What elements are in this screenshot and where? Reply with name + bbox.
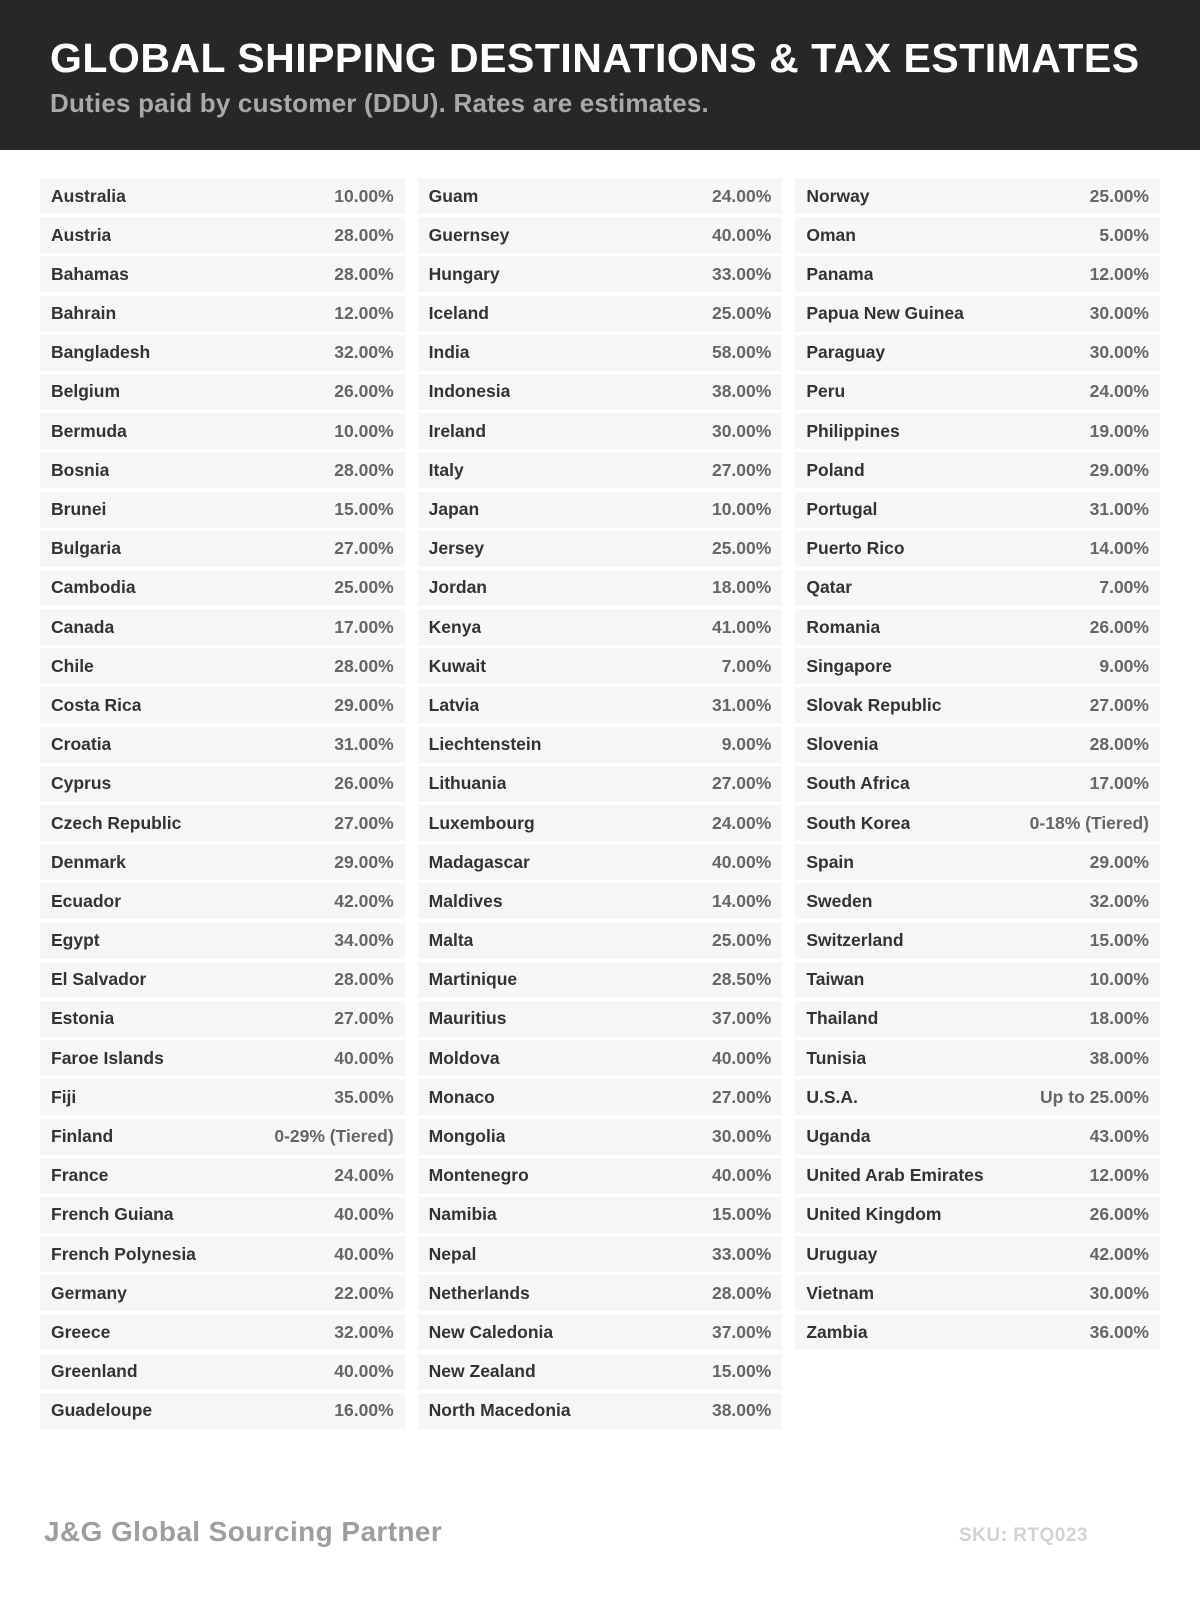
tax-rate: 28.00% xyxy=(334,969,394,990)
country-name: Brunei xyxy=(51,499,107,519)
country-name: Monaco xyxy=(428,1086,495,1107)
country-name: Japan xyxy=(428,499,480,519)
tax-rate: 29.00% xyxy=(334,694,394,715)
rate-row xyxy=(795,1079,1160,1115)
country-name: Thailand xyxy=(806,1008,879,1029)
tax-rate: 27.00% xyxy=(711,459,772,480)
country-name: Costa Rica xyxy=(51,694,142,715)
brand-name: J&G Global Sourcing Partner xyxy=(44,1516,443,1547)
rate-row xyxy=(795,648,1160,684)
tax-rate: 15.00% xyxy=(711,1204,772,1225)
tax-rate: 17.00% xyxy=(334,616,394,637)
rate-row xyxy=(795,962,1160,998)
tax-rate: 29.00% xyxy=(1089,851,1149,872)
rate-row xyxy=(40,492,405,528)
tax-rate: 38.00% xyxy=(711,381,772,402)
tax-rate: 32.00% xyxy=(1089,890,1149,911)
rate-row xyxy=(418,531,783,567)
rate-row xyxy=(795,609,1160,645)
country-name: Mauritius xyxy=(428,1008,507,1029)
country-name: Puerto Rico xyxy=(806,538,905,559)
tax-rate: 14.00% xyxy=(711,890,772,911)
tax-rate: 25.00% xyxy=(711,303,772,324)
tax-rate: 29.00% xyxy=(334,851,394,872)
tax-rate: 27.00% xyxy=(334,538,394,559)
tax-rate: 12.00% xyxy=(1089,1165,1149,1186)
tax-rate: 36.00% xyxy=(1089,1321,1149,1342)
country-name: Martinique xyxy=(428,969,518,990)
country-name: United Kingdom xyxy=(806,1204,942,1225)
country-name: Qatar xyxy=(806,577,853,598)
country-name: Portugal xyxy=(806,499,878,519)
country-name: Jersey xyxy=(428,538,485,559)
country-name: Uruguay xyxy=(806,1243,878,1264)
country-name: France xyxy=(51,1165,109,1186)
rate-row xyxy=(418,648,783,684)
tax-rate: 18.00% xyxy=(1089,1008,1149,1029)
tax-rate: 31.00% xyxy=(711,694,772,715)
rate-row xyxy=(418,570,783,606)
tax-rate: 40.00% xyxy=(334,1361,394,1382)
rate-row xyxy=(795,1158,1160,1194)
country-name: Norway xyxy=(806,185,870,206)
tax-rate: 10.00% xyxy=(334,420,394,441)
country-name: Madagascar xyxy=(428,851,530,872)
tax-rate: 7.00% xyxy=(721,655,772,676)
country-name: Egypt xyxy=(51,930,100,951)
country-name: Hungary xyxy=(428,263,500,284)
country-name: United Arab Emirates xyxy=(806,1165,984,1186)
rate-row xyxy=(418,1079,783,1115)
tax-rate: 27.00% xyxy=(711,773,772,794)
rate-row xyxy=(418,296,783,332)
tax-rate: 26.00% xyxy=(1089,616,1149,637)
country-name: Canada xyxy=(51,616,115,637)
rate-row xyxy=(40,1314,405,1350)
tax-rate: 18.00% xyxy=(711,577,772,598)
tax-rates-table xyxy=(0,178,1200,1432)
tax-rate: 43.00% xyxy=(1089,1126,1149,1146)
country-name: Vietnam xyxy=(806,1282,875,1303)
country-name: Papua New Guinea xyxy=(806,303,964,324)
tax-rate: 28.00% xyxy=(711,1282,772,1303)
tax-rate: 17.00% xyxy=(1089,773,1149,794)
country-name: Bangladesh xyxy=(51,342,151,363)
country-name: Guam xyxy=(428,185,479,206)
tax-rate: 25.00% xyxy=(711,538,772,559)
country-name: New Caledonia xyxy=(428,1321,554,1342)
country-name: Cyprus xyxy=(51,773,112,794)
tax-rate: 25.00% xyxy=(1089,185,1149,206)
rate-row xyxy=(795,413,1160,449)
country-name: Denmark xyxy=(51,851,126,872)
rate-row xyxy=(40,844,405,880)
country-name: Malta xyxy=(428,930,474,951)
tax-rate: 42.00% xyxy=(1089,1243,1149,1264)
rate-row xyxy=(40,923,405,959)
country-name: Bahamas xyxy=(51,263,129,284)
rate-row xyxy=(795,335,1160,371)
rate-row xyxy=(40,805,405,841)
country-name: Czech Republic xyxy=(51,812,182,833)
country-name: Guadeloupe xyxy=(51,1400,153,1421)
country-name: North Macedonia xyxy=(428,1400,571,1421)
rate-row xyxy=(40,1158,405,1194)
rate-row xyxy=(40,687,405,723)
country-name: Spain xyxy=(806,851,854,872)
rate-row xyxy=(40,178,405,214)
tax-rate: 40.00% xyxy=(711,1165,772,1186)
rate-row xyxy=(40,256,405,292)
rate-row xyxy=(40,1040,405,1076)
country-name: Cambodia xyxy=(51,577,136,598)
tax-rate: 41.00% xyxy=(711,616,772,637)
sku-label: SKU: RTQ023 xyxy=(958,1525,1088,1546)
rate-row xyxy=(795,492,1160,528)
rate-row xyxy=(418,1158,783,1194)
rate-row xyxy=(40,1393,405,1429)
rate-row xyxy=(795,1197,1160,1233)
tax-rate: 15.00% xyxy=(334,499,394,519)
rate-row xyxy=(40,727,405,763)
country-name: Kenya xyxy=(428,616,482,637)
rate-row xyxy=(40,531,405,567)
rate-row xyxy=(40,766,405,802)
rate-row xyxy=(418,374,783,410)
rate-row xyxy=(418,962,783,998)
rates-column-2 xyxy=(418,178,783,1432)
tax-rate: 38.00% xyxy=(1089,1047,1149,1068)
rate-row xyxy=(418,413,783,449)
tax-rate: 32.00% xyxy=(334,342,394,363)
country-name: Zambia xyxy=(806,1321,868,1342)
tax-rate: Up to 25.00% xyxy=(1040,1086,1149,1107)
tax-rate: 33.00% xyxy=(711,1243,772,1264)
rate-row xyxy=(418,1040,783,1076)
country-name: Austria xyxy=(51,224,112,245)
rate-row xyxy=(418,609,783,645)
rate-row xyxy=(795,1314,1160,1350)
country-name: Liechtenstein xyxy=(428,734,542,755)
tax-rate: 38.00% xyxy=(711,1400,772,1421)
country-name: Oman xyxy=(806,224,856,245)
country-name: Iceland xyxy=(428,303,489,324)
tax-rate: 24.00% xyxy=(334,1165,394,1186)
country-name: French Guiana xyxy=(51,1204,174,1225)
tax-rate: 32.00% xyxy=(334,1321,394,1342)
country-name: Ireland xyxy=(428,420,487,441)
rate-row xyxy=(40,296,405,332)
rate-row xyxy=(795,296,1160,332)
rate-row xyxy=(418,1354,783,1390)
rate-row xyxy=(418,256,783,292)
rate-row xyxy=(795,531,1160,567)
rate-row xyxy=(795,1001,1160,1037)
rate-row xyxy=(418,178,783,214)
rate-row xyxy=(795,687,1160,723)
tax-rate: 24.00% xyxy=(1089,381,1149,402)
tax-rate: 29.00% xyxy=(1089,459,1149,480)
tax-rate: 15.00% xyxy=(711,1361,772,1382)
tax-rate: 31.00% xyxy=(334,734,394,755)
tax-rate: 26.00% xyxy=(1089,1204,1149,1225)
country-name: U.S.A. xyxy=(806,1086,858,1107)
rate-row xyxy=(795,844,1160,880)
country-name: South Korea xyxy=(806,812,911,833)
rate-row xyxy=(418,727,783,763)
tax-rate: 28.00% xyxy=(334,459,394,480)
rate-row xyxy=(418,923,783,959)
tax-rate: 40.00% xyxy=(711,224,772,245)
country-name: Belgium xyxy=(51,381,121,402)
tax-rate: 34.00% xyxy=(334,930,394,951)
tax-rate: 10.00% xyxy=(334,185,394,206)
tax-rate: 27.00% xyxy=(711,1086,772,1107)
tax-rate: 35.00% xyxy=(334,1086,394,1107)
tax-rate: 25.00% xyxy=(334,577,394,598)
tax-rate: 30.00% xyxy=(711,1126,772,1146)
country-name: Chile xyxy=(51,655,94,676)
rate-row xyxy=(418,1119,783,1155)
rate-row xyxy=(795,923,1160,959)
country-name: Singapore xyxy=(806,655,892,676)
tax-rate: 10.00% xyxy=(711,499,772,519)
rate-row xyxy=(40,1119,405,1155)
country-name: Germany xyxy=(51,1282,127,1303)
tax-rate: 7.00% xyxy=(1099,577,1149,598)
country-name: El Salvador xyxy=(51,969,147,990)
country-name: Panama xyxy=(806,263,874,284)
country-name: Lithuania xyxy=(428,773,507,794)
rate-row xyxy=(40,413,405,449)
country-name: Finland xyxy=(51,1126,114,1146)
country-name: Estonia xyxy=(51,1008,115,1029)
tax-rate: 30.00% xyxy=(711,420,772,441)
tax-rate: 40.00% xyxy=(711,1047,772,1068)
tax-rate: 28.00% xyxy=(334,655,394,676)
country-name: Tunisia xyxy=(806,1047,867,1068)
tax-rate: 24.00% xyxy=(711,812,772,833)
rate-row xyxy=(40,962,405,998)
country-name: Paraguay xyxy=(806,342,886,363)
country-name: Kuwait xyxy=(428,655,487,676)
rate-row xyxy=(795,217,1160,253)
tax-rate: 30.00% xyxy=(1089,1282,1149,1303)
rate-row xyxy=(795,883,1160,919)
country-name: Greenland xyxy=(51,1361,138,1382)
rate-row xyxy=(795,256,1160,292)
rate-row xyxy=(418,217,783,253)
rate-row xyxy=(418,492,783,528)
rates-column-3 xyxy=(795,178,1160,1354)
country-name: French Polynesia xyxy=(51,1243,196,1264)
rate-row xyxy=(40,217,405,253)
country-name: South Africa xyxy=(806,773,910,794)
rate-row xyxy=(418,805,783,841)
tax-rate: 22.00% xyxy=(334,1282,394,1303)
tax-rate: 33.00% xyxy=(711,263,772,284)
tax-rate: 27.00% xyxy=(334,812,394,833)
tax-rate: 28.00% xyxy=(334,224,394,245)
rate-row xyxy=(418,1314,783,1350)
rates-column-1 xyxy=(40,178,405,1432)
rate-row xyxy=(795,727,1160,763)
rate-row xyxy=(795,1040,1160,1076)
country-name: Italy xyxy=(428,459,464,480)
rate-row xyxy=(40,648,405,684)
tax-rate: 40.00% xyxy=(334,1047,394,1068)
country-name: Bosnia xyxy=(51,459,110,480)
rate-row xyxy=(40,1275,405,1311)
rate-row xyxy=(418,335,783,371)
rate-row xyxy=(418,1236,783,1272)
tax-rate: 58.00% xyxy=(711,342,772,363)
country-name: Sweden xyxy=(806,890,873,911)
tax-rate: 40.00% xyxy=(334,1243,394,1264)
rate-row xyxy=(795,1236,1160,1272)
country-name: Slovak Republic xyxy=(806,694,942,715)
country-name: Mongolia xyxy=(428,1126,506,1146)
country-name: Peru xyxy=(806,381,846,402)
tax-rate: 28.00% xyxy=(334,263,394,284)
rate-row xyxy=(40,1197,405,1233)
rate-row xyxy=(40,1079,405,1115)
rate-row xyxy=(795,570,1160,606)
country-name: Jordan xyxy=(428,577,488,598)
tax-rate: 30.00% xyxy=(1089,342,1149,363)
tax-rate: 42.00% xyxy=(334,890,394,911)
tax-rate: 10.00% xyxy=(1089,969,1149,990)
rate-row xyxy=(795,805,1160,841)
page-title: GLOBAL SHIPPING DESTINATIONS & TAX ESTIMATES xyxy=(50,35,1140,81)
rate-row xyxy=(40,335,405,371)
rate-row xyxy=(795,374,1160,410)
rate-row xyxy=(40,1001,405,1037)
country-name: Poland xyxy=(806,459,865,480)
country-name: Romania xyxy=(806,616,881,637)
country-name: Taiwan xyxy=(806,969,865,990)
tax-rate: 40.00% xyxy=(334,1204,394,1225)
tax-rate: 14.00% xyxy=(1089,538,1149,559)
tax-rate: 16.00% xyxy=(334,1400,394,1421)
tax-rate: 12.00% xyxy=(1089,263,1149,284)
country-name: Moldova xyxy=(428,1047,500,1068)
country-name: New Zealand xyxy=(428,1361,536,1382)
rate-row xyxy=(40,570,405,606)
country-name: Australia xyxy=(51,185,126,206)
tax-rate: 5.00% xyxy=(1099,224,1149,245)
rate-row xyxy=(795,452,1160,488)
country-name: Netherlands xyxy=(428,1282,530,1303)
tax-rate: 24.00% xyxy=(711,185,772,206)
rate-row xyxy=(418,1001,783,1037)
rate-row xyxy=(795,178,1160,214)
country-name: Namibia xyxy=(428,1204,497,1225)
rate-row xyxy=(418,844,783,880)
tax-rate: 31.00% xyxy=(1089,499,1149,519)
country-name: Maldives xyxy=(428,890,503,911)
tax-rate: 27.00% xyxy=(334,1008,394,1029)
country-name: Montenegro xyxy=(428,1165,529,1186)
rate-row xyxy=(795,1119,1160,1155)
rate-row xyxy=(40,1236,405,1272)
page-subtitle: Duties paid by customer (DDU). Rates are estimates. xyxy=(50,88,709,119)
tax-rate: 26.00% xyxy=(334,381,394,402)
page-header xyxy=(0,0,1200,150)
tax-rate: 0-29% (Tiered) xyxy=(274,1126,394,1146)
tax-rate: 27.00% xyxy=(1089,694,1149,715)
tax-rate: 26.00% xyxy=(334,773,394,794)
tax-rate: 0-18% (Tiered) xyxy=(1029,812,1149,833)
country-name: Slovenia xyxy=(806,734,879,755)
rate-row xyxy=(40,883,405,919)
country-name: Croatia xyxy=(51,734,112,755)
rate-row xyxy=(40,374,405,410)
tax-rate: 40.00% xyxy=(711,851,772,872)
country-name: Switzerland xyxy=(806,930,904,951)
tax-rate: 9.00% xyxy=(1099,655,1149,676)
country-name: Greece xyxy=(51,1321,111,1342)
tax-rate: 30.00% xyxy=(1089,303,1149,324)
tax-rate: 25.00% xyxy=(711,930,772,951)
rate-row xyxy=(418,452,783,488)
rate-row xyxy=(40,452,405,488)
rate-row xyxy=(418,1393,783,1429)
rate-row xyxy=(418,687,783,723)
rate-row xyxy=(418,766,783,802)
rate-row xyxy=(418,883,783,919)
country-name: Ecuador xyxy=(51,890,122,911)
rate-row xyxy=(40,1354,405,1390)
tax-rate: 12.00% xyxy=(334,303,394,324)
tax-rate: 15.00% xyxy=(1089,930,1149,951)
tax-rate: 37.00% xyxy=(711,1321,772,1342)
tax-rate: 37.00% xyxy=(711,1008,772,1029)
country-name: Philippines xyxy=(806,420,900,441)
country-name: Latvia xyxy=(428,694,480,715)
country-name: Indonesia xyxy=(428,381,511,402)
country-name: India xyxy=(428,342,470,363)
country-name: Luxembourg xyxy=(428,812,535,833)
country-name: Bermuda xyxy=(51,420,127,441)
country-name: Guernsey xyxy=(428,224,510,245)
rate-row xyxy=(795,1275,1160,1311)
country-name: Nepal xyxy=(428,1243,477,1264)
rate-row xyxy=(418,1197,783,1233)
country-name: Fiji xyxy=(51,1086,77,1107)
country-name: Bulgaria xyxy=(51,538,122,559)
tax-rate: 19.00% xyxy=(1089,420,1149,441)
country-name: Uganda xyxy=(806,1126,871,1146)
rate-row xyxy=(795,766,1160,802)
country-name: Faroe Islands xyxy=(51,1047,164,1068)
country-name: Bahrain xyxy=(51,303,117,324)
rate-row xyxy=(418,1275,783,1311)
tax-rate: 28.00% xyxy=(1089,734,1149,755)
page-footer xyxy=(0,1516,1200,1548)
tax-rate: 9.00% xyxy=(721,734,772,755)
rate-row xyxy=(40,609,405,645)
tax-rate: 28.50% xyxy=(711,969,772,990)
